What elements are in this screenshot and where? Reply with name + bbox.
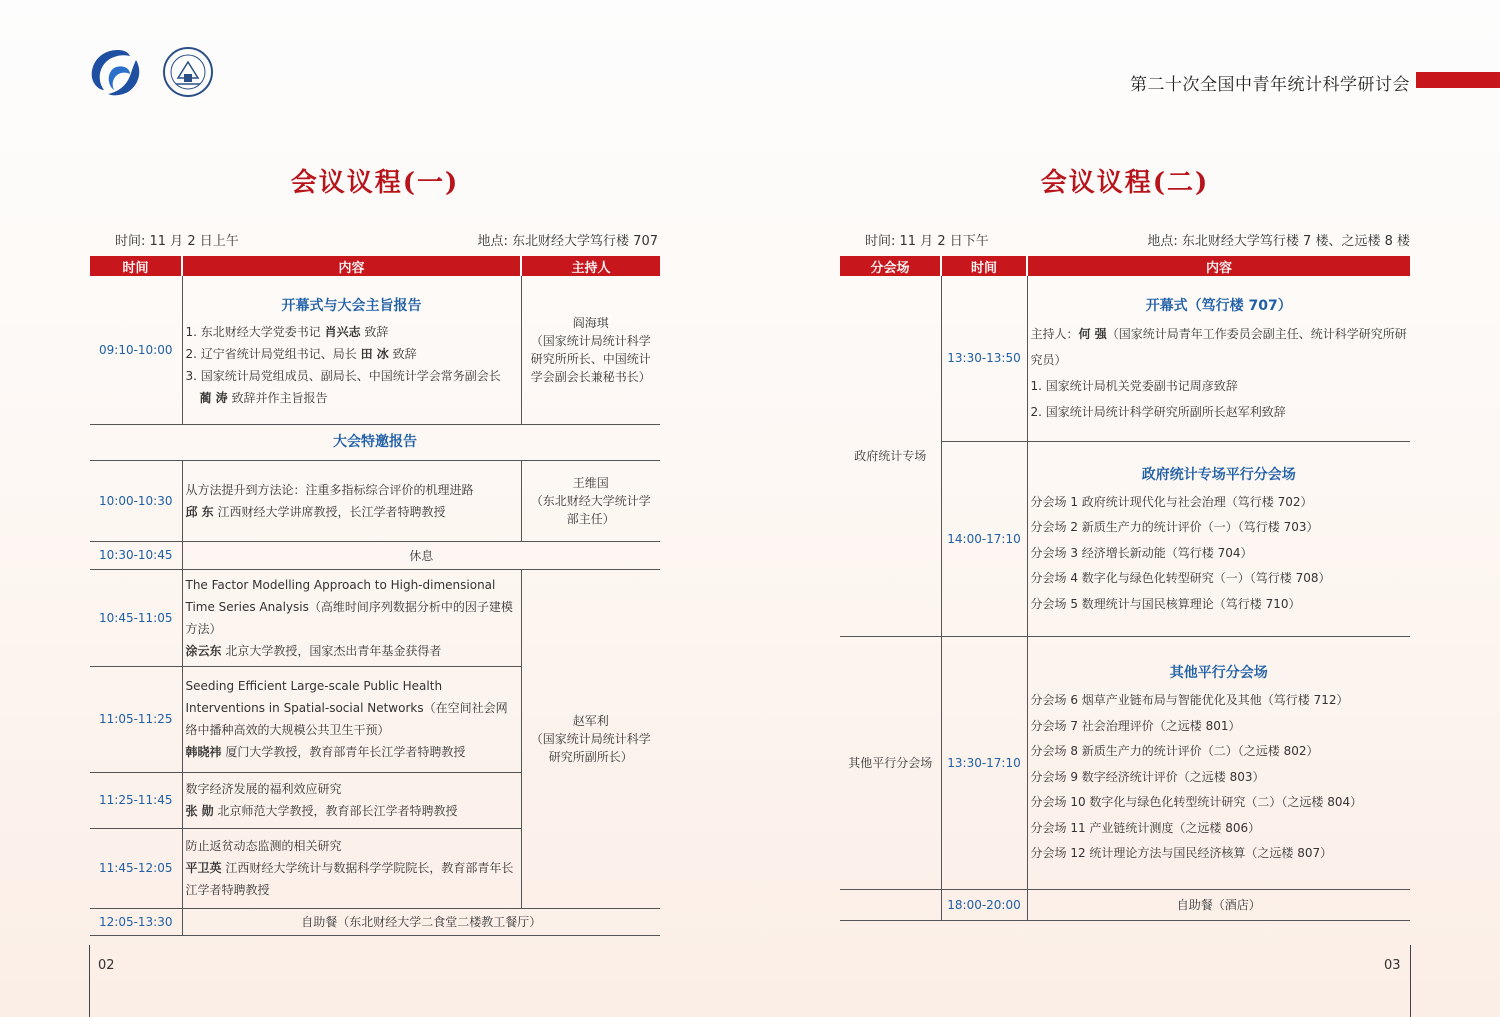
agenda-title-1: 会议议程(一) (290, 168, 460, 198)
section-heading: 开幕式与大会主旨报告 (281, 297, 422, 314)
table-row (90, 276, 660, 424)
row-host: 阎海琪 （国家统计局统计科学研究所所长、中国统计学会副会长兼秘书长） (521, 276, 660, 424)
section-heading: 开幕式（笃行楼 707） (1145, 298, 1292, 315)
row-time: 14:00-17:10 (941, 441, 1027, 636)
row-time: 18:00-20:00 (941, 889, 1027, 920)
page-divider (1410, 945, 1411, 1017)
row-time: 10:30-10:45 (90, 541, 182, 569)
section-heading: 政府统计专场平行分会场 (1141, 466, 1296, 483)
row-content: 自助餐（东北财经大学二食堂二楼教工餐厅） (182, 908, 660, 935)
list-item: 分会场 11 产业链统计测度（之远楼 806） (1030, 820, 1261, 835)
col-header-time: 时间 (90, 256, 182, 276)
agenda-table-2 (840, 256, 1410, 921)
row-time: 09:10-10:00 (90, 276, 182, 424)
row-content: 防止返贫动态监测的相关研究 平卫英 江西财经大学统计与数据科学学院院长，教育部青年长江学者特聘教授 (182, 828, 521, 908)
table-row (840, 636, 1410, 889)
page-number: 03 (1384, 958, 1401, 973)
row-content: 数字经济发展的福利效应研究 张 勋 北京师范大学教授，教育部长江学者特聘教授 (182, 772, 521, 828)
venue-cell: 政府统计专场 (840, 276, 941, 636)
table-row (90, 460, 660, 541)
table-row (90, 424, 660, 460)
list-item: 分会场 12 统计理论方法与国民经济核算（之远楼 807） (1030, 846, 1333, 861)
list-item: 分会场 7 社会治理评价（之远楼 801） (1030, 718, 1241, 733)
row-content (1027, 636, 1410, 889)
row-content: 自助餐（酒店） (1027, 889, 1410, 920)
col-header-content: 内容 (182, 256, 521, 276)
conference-title: 第二十次全国中青年统计科学研讨会 (1130, 75, 1410, 95)
col-header-time: 时间 (941, 256, 1027, 276)
row-time: 12:05-13:30 (90, 908, 182, 935)
section-heading: 其他平行分会场 (1169, 665, 1268, 682)
row-content (1027, 441, 1410, 636)
table-row (90, 569, 660, 666)
page-number: 02 (98, 958, 115, 973)
page-divider (89, 945, 90, 1017)
statistics-society-logo (88, 46, 144, 98)
row-content: The Factor Modelling Approach to High-dimensional Time Series Analysis（高维时间序列数据分析中的因子建模方法） 涂云东 北京大学教授，国家杰出青年基金获得者 (182, 569, 521, 666)
row-host: 赵军利 （国家统计局统计科学研究所副所长） (521, 569, 660, 908)
list-item: 分会场 3 经济增长新动能（笃行楼 704） (1030, 545, 1253, 560)
row-time: 11:25-11:45 (90, 772, 182, 828)
table-row (90, 908, 660, 935)
agenda-time-2: 时间: 11 月 2 日下午 (865, 234, 989, 249)
row-host: 王维国 （东北财经大学统计学部主任） (521, 460, 660, 541)
section-heading: 大会特邀报告 (90, 424, 660, 460)
table-row (90, 541, 660, 569)
venue-cell: 其他平行分会场 (840, 636, 941, 889)
agenda-place-1: 地点: 东北财经大学笃行楼 707 (477, 234, 658, 249)
agenda-place-2: 地点: 东北财经大学笃行楼 7 楼、之远楼 8 楼 (1147, 234, 1410, 249)
row-time: 13:30-13:50 (941, 276, 1027, 441)
row-time: 10:45-11:05 (90, 569, 182, 666)
list-item: 分会场 2 新质生产力的统计评价（一）（笃行楼 703） (1030, 520, 1319, 535)
row-content: 休息 (182, 541, 660, 569)
list-item: 分会场 4 数字化与绿色化转型研究（一）（笃行楼 708） (1030, 571, 1331, 586)
col-header-content: 内容 (1027, 256, 1410, 276)
header-accent-bar (1416, 72, 1500, 88)
list-item: 分会场 5 数理统计与国民核算理论（笃行楼 710） (1030, 596, 1301, 611)
row-time: 11:05-11:25 (90, 666, 182, 772)
col-header-host: 主持人 (521, 256, 660, 276)
agenda-time-1: 时间: 11 月 2 日上午 (115, 234, 239, 249)
table-row (840, 889, 1410, 920)
row-content: 开幕式（笃行楼 707） 主持人：何 强（国家统计局青年工作委员会副主任、统计科学研究所研究员） 1. 国家统计局机关党委副书记周彦致辞 2. 国家统计局统计科学研究所副所长赵军利致辞 (1027, 276, 1410, 441)
row-time: 11:45-12:05 (90, 828, 182, 908)
col-header-venue: 分会场 (840, 256, 941, 276)
row-content: 从方法提升到方法论：注重多指标综合评价的机理进路 邱 东 江西财经大学讲席教授，长江学者特聘教授 (182, 460, 521, 541)
agenda-title-2: 会议议程(二) (1040, 168, 1210, 198)
agenda-table-1 (90, 256, 660, 936)
list-item: 分会场 6 烟草产业链布局与智能优化及其他（笃行楼 712） (1030, 693, 1349, 708)
row-content: Seeding Efficient Large-scale Public Health Interventions in Spatial-social Networks（在空间社会网络中播种高效的大规模公共卫生干预） 韩晓祎 厦门大学教授，教育部青年长江学者特聘教授 (182, 666, 521, 772)
row-content: 开幕式与大会主旨报告 1. 东北财经大学党委书记 肖兴志 致辞 2. 辽宁省统计局党组书记、局长 田 冰 致辞 3. 国家统计局党组成员、副局长、中国统计学会常务副会长 蔺 涛 致辞并作主旨报告 (182, 276, 521, 424)
list-item: 分会场 1 政府统计现代化与社会治理（笃行楼 702） (1030, 494, 1313, 509)
university-seal-logo (162, 46, 214, 98)
list-item: 分会场 9 数字经济统计评价（之远楼 803） (1030, 769, 1265, 784)
row-time: 13:30-17:10 (941, 636, 1027, 889)
list-item: 分会场 8 新质生产力的统计评价（二）（之远楼 802） (1030, 744, 1319, 759)
row-time: 10:00-10:30 (90, 460, 182, 541)
list-item: 分会场 10 数字化与绿色化转型统计研究（二）（之远楼 804） (1030, 795, 1363, 810)
table-row (840, 276, 1410, 441)
